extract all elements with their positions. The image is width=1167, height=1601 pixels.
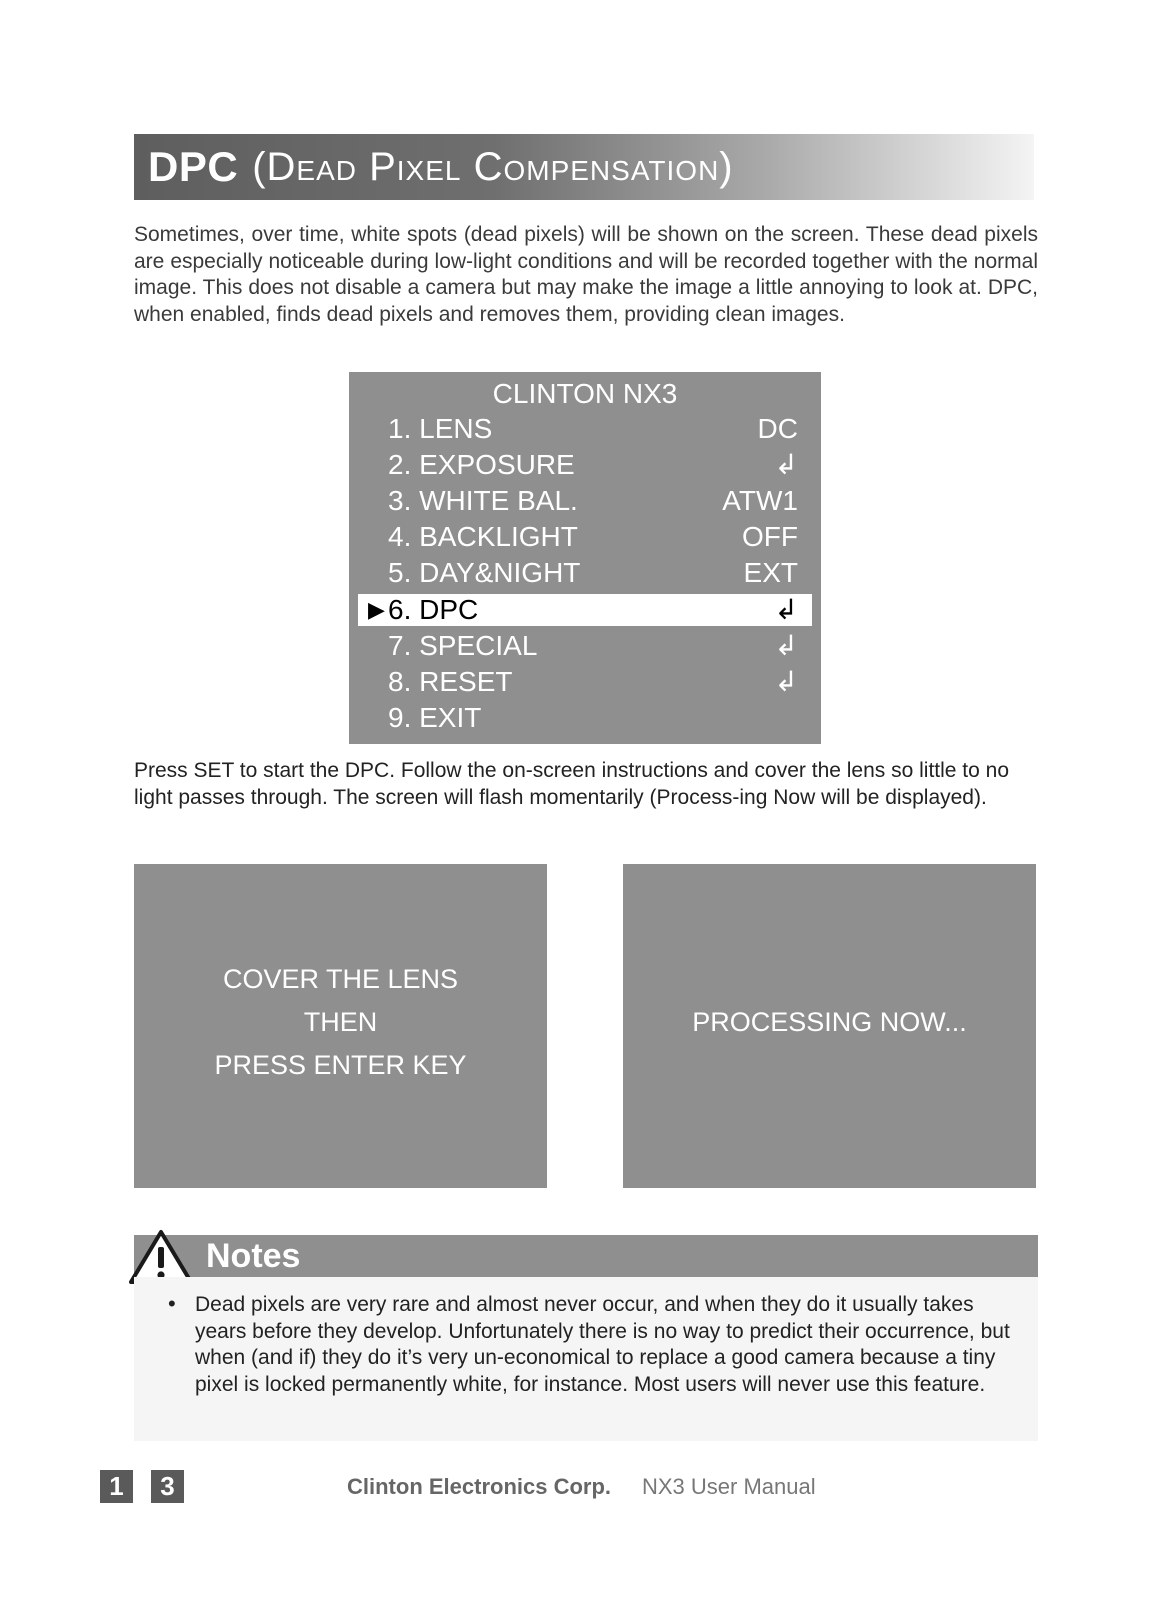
osd-item-exposure[interactable] xyxy=(358,449,812,481)
screen-line: PROCESSING NOW... xyxy=(692,1007,967,1037)
osd-item-backlight[interactable] xyxy=(358,521,812,553)
screen-line: COVER THE LENS xyxy=(222,964,459,994)
page-number-digit: 1 xyxy=(100,1470,133,1503)
osd-item-label: 9. EXIT xyxy=(388,702,482,733)
osd-item-value: EXT xyxy=(743,557,798,588)
cover-lens-screen xyxy=(134,864,547,1188)
osd-item-label: 3. WHITE BAL. xyxy=(388,485,578,516)
enter-icon: ↲ xyxy=(774,666,798,697)
osd-item-label: 8. RESET xyxy=(388,666,513,697)
section-title-abbr: DPC xyxy=(148,143,239,190)
bullet-icon: • xyxy=(168,1291,176,1316)
page-number-digit: 3 xyxy=(151,1470,184,1503)
intro-paragraph: Sometimes, over time, white spots (dead pixels) will be shown on the screen. These dead pixels are especially noticeable during low-light conditions and will be recorded together with the normal image. This does not disable a camera but may make the image a little annoying to look at. DPC, when enabled, finds dead pixels and removes them, providing clean images. xyxy=(134,223,1038,326)
section-header xyxy=(134,134,1034,200)
processing-screen xyxy=(623,864,1036,1188)
osd-item-exit[interactable] xyxy=(358,702,812,734)
screen-line: THEN xyxy=(303,1007,378,1037)
osd-item-dpc[interactable] xyxy=(358,594,812,626)
osd-item-label: 7. SPECIAL xyxy=(388,630,538,661)
osd-item-value: DC xyxy=(757,413,798,444)
osd-item-value: OFF xyxy=(742,521,798,552)
osd-item-special[interactable] xyxy=(358,630,812,662)
osd-item-label: 6. DPC xyxy=(388,594,479,625)
osd-item-label: 5. DAY&NIGHT xyxy=(388,557,581,588)
notes-title: Notes xyxy=(206,1237,301,1275)
section-title-full: (Dead Pixel Compensation) xyxy=(252,144,734,189)
enter-icon: ↲ xyxy=(774,449,798,480)
osd-item-day-night[interactable] xyxy=(358,557,812,589)
osd-item-label: 2. EXPOSURE xyxy=(388,449,575,480)
enter-icon: ↲ xyxy=(774,594,798,625)
footer-manual-title: NX3 User Manual xyxy=(642,1474,816,1499)
osd-item-value: ATW1 xyxy=(722,485,798,516)
osd-item-lens[interactable] xyxy=(358,413,812,445)
screen-line: PRESS ENTER KEY xyxy=(214,1050,467,1080)
osd-item-white-bal[interactable] xyxy=(358,485,812,517)
notes-text: Dead pixels are very rare and almost never occur, and when they do it usually takes years before they develop. Unfortunately there is no way to predict their occurrence, but when (and if) they do it’s very un-economical to replace a good camera because a tiny pixel is locked permanently white, for instance. Most users will never use this feature. xyxy=(195,1293,1010,1396)
osd-item-label: 4. BACKLIGHT xyxy=(388,521,578,552)
instruction-paragraph: Press SET to start the DPC. Follow the on-screen instructions and cover the lens so little to no light passes through. The screen will flash momentarily (Process-ing Now will be displayed). xyxy=(134,759,1010,809)
enter-icon: ↲ xyxy=(774,630,798,661)
footer-company: Clinton Electronics Corp. xyxy=(347,1474,612,1499)
selection-arrow-icon: ▶ xyxy=(368,597,385,622)
osd-menu xyxy=(349,372,821,744)
osd-item-label: 1. LENS xyxy=(388,413,493,444)
osd-menu-title: CLINTON NX3 xyxy=(492,378,678,409)
osd-item-reset[interactable] xyxy=(358,666,812,698)
